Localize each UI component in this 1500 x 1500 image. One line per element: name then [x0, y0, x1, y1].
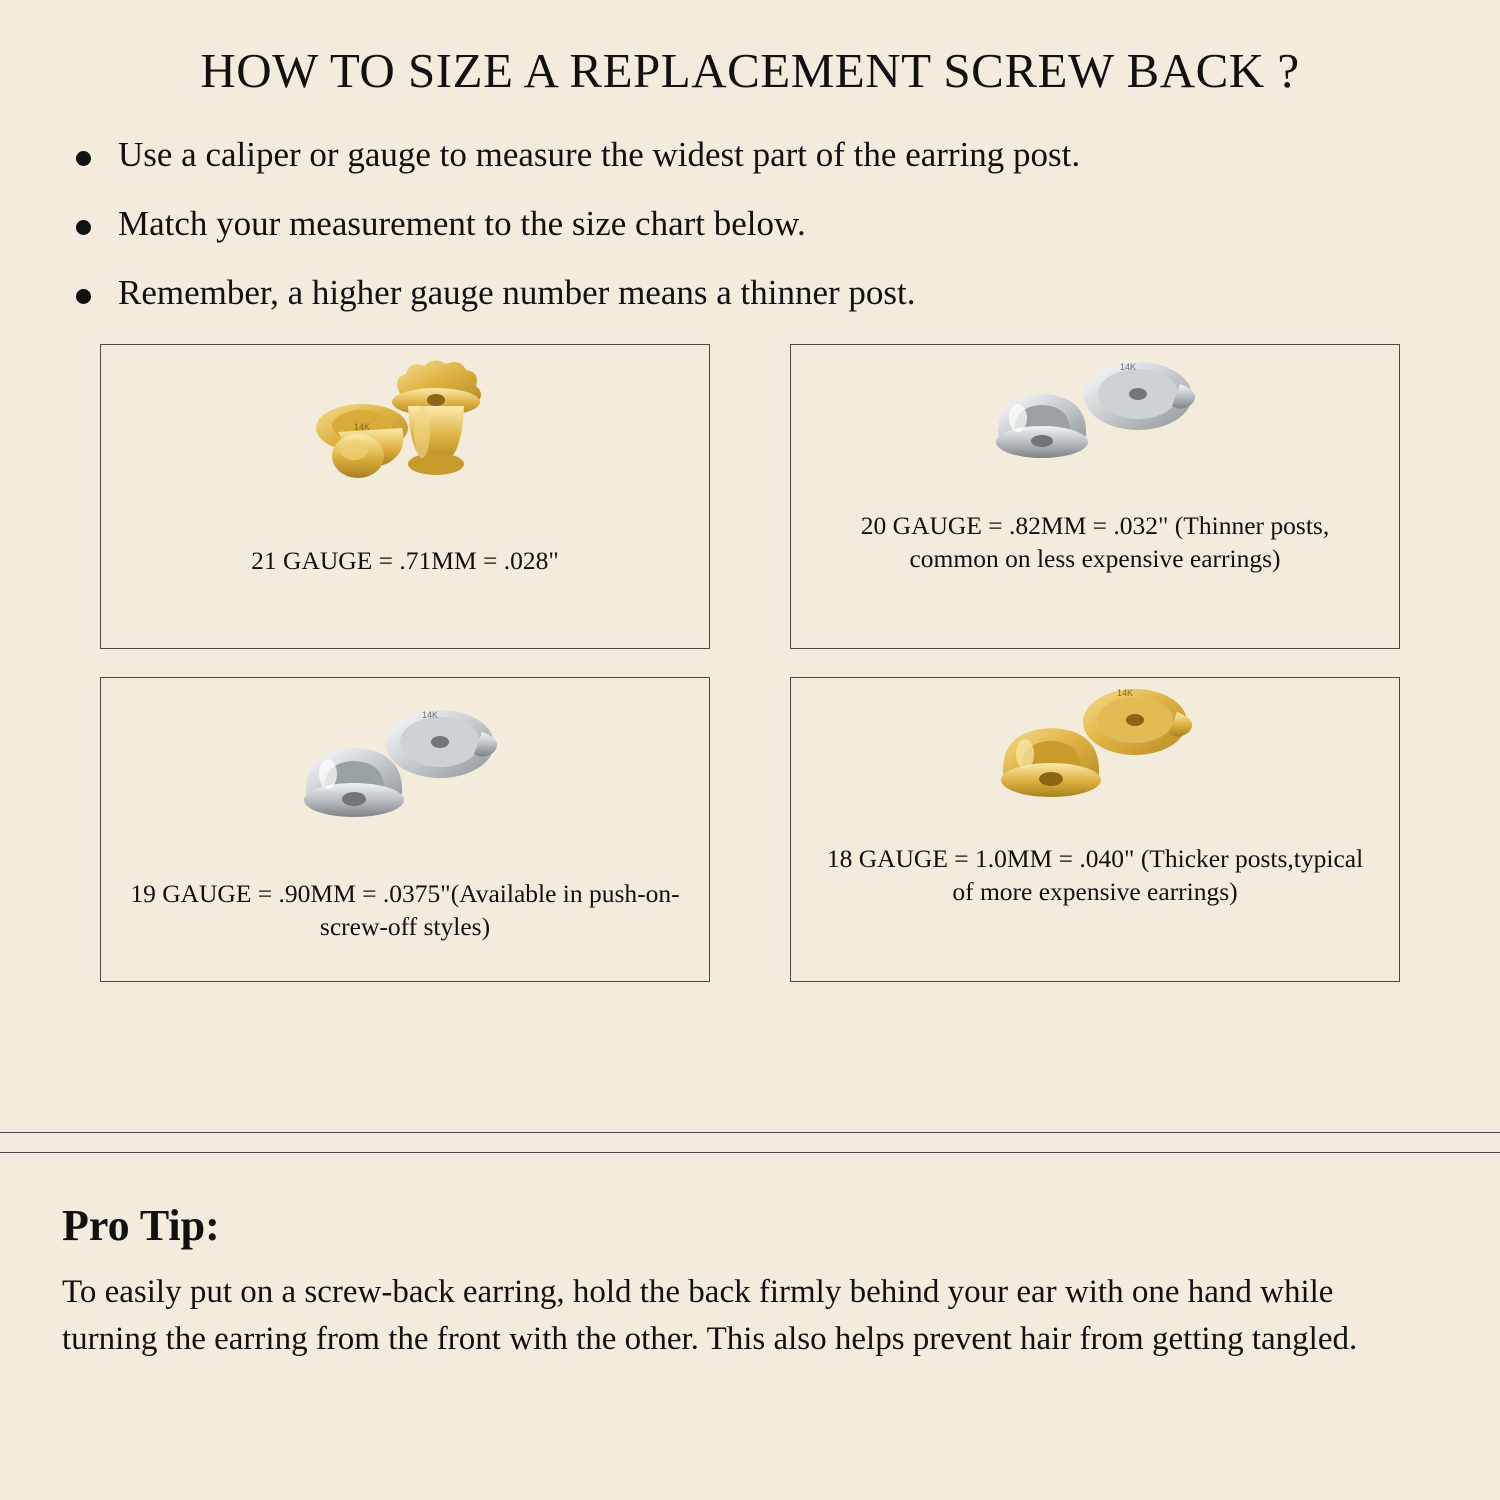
- bullet-dot-icon: [76, 151, 91, 166]
- bullet-dot-icon: [76, 220, 91, 235]
- earring-back-illustration-gold: [101, 345, 709, 545]
- gauge-card-grid: [100, 344, 1400, 982]
- gauge-card-19: [100, 677, 710, 982]
- pro-tip-body: To easily put on a screw-back earring, hold the back firmly behind your ear with one hand while turning the earring from the front with the other. This also helps prevent hair from getting tangled.: [62, 1274, 1358, 1357]
- gauge-card-caption: 19 GAUGE = .90MM = .0375"(Available in push-on-screw-off styles): [130, 879, 680, 941]
- gauge-card-caption: 18 GAUGE = 1.0MM = .040" (Thicker posts,typical of more expensive earrings): [826, 844, 1364, 906]
- gauge-card-18: [790, 677, 1400, 982]
- instruction-list: [0, 137, 1500, 310]
- gauge-card-caption: 20 GAUGE = .82MM = .032" (Thinner posts, common on less expensive earrings): [860, 511, 1330, 573]
- svg-text:14K: 14K: [353, 422, 371, 432]
- gauge-card-caption: 21 GAUGE = .71MM = .028": [251, 546, 559, 575]
- earring-back-illustration-silver: [101, 678, 709, 878]
- list-item-text: Remember, a higher gauge number means a thinner post.: [118, 273, 916, 312]
- svg-text:14K: 14K: [1116, 688, 1134, 698]
- list-item: [62, 275, 1500, 310]
- list-item: [62, 137, 1500, 172]
- earring-back-illustration-silver: [791, 345, 1399, 510]
- gauge-card-21: [100, 344, 710, 649]
- bullet-dot-icon: [76, 289, 91, 304]
- pro-tip-section: [0, 1152, 1500, 1363]
- page-title: HOW TO SIZE A REPLACEMENT SCREW BACK ?: [200, 43, 1300, 98]
- list-item: [62, 206, 1500, 241]
- list-item-text: Use a caliper or gauge to measure the widest part of the earring post.: [118, 135, 1081, 174]
- earring-back-illustration-gold: [791, 678, 1399, 843]
- pro-tip-heading: Pro Tip:: [62, 1201, 220, 1250]
- svg-text:14K: 14K: [1119, 361, 1137, 372]
- svg-text:14K: 14K: [421, 710, 439, 720]
- section-divider-top: [0, 1132, 1500, 1133]
- gauge-card-20: [790, 344, 1400, 649]
- list-item-text: Match your measurement to the size chart below.: [118, 204, 806, 243]
